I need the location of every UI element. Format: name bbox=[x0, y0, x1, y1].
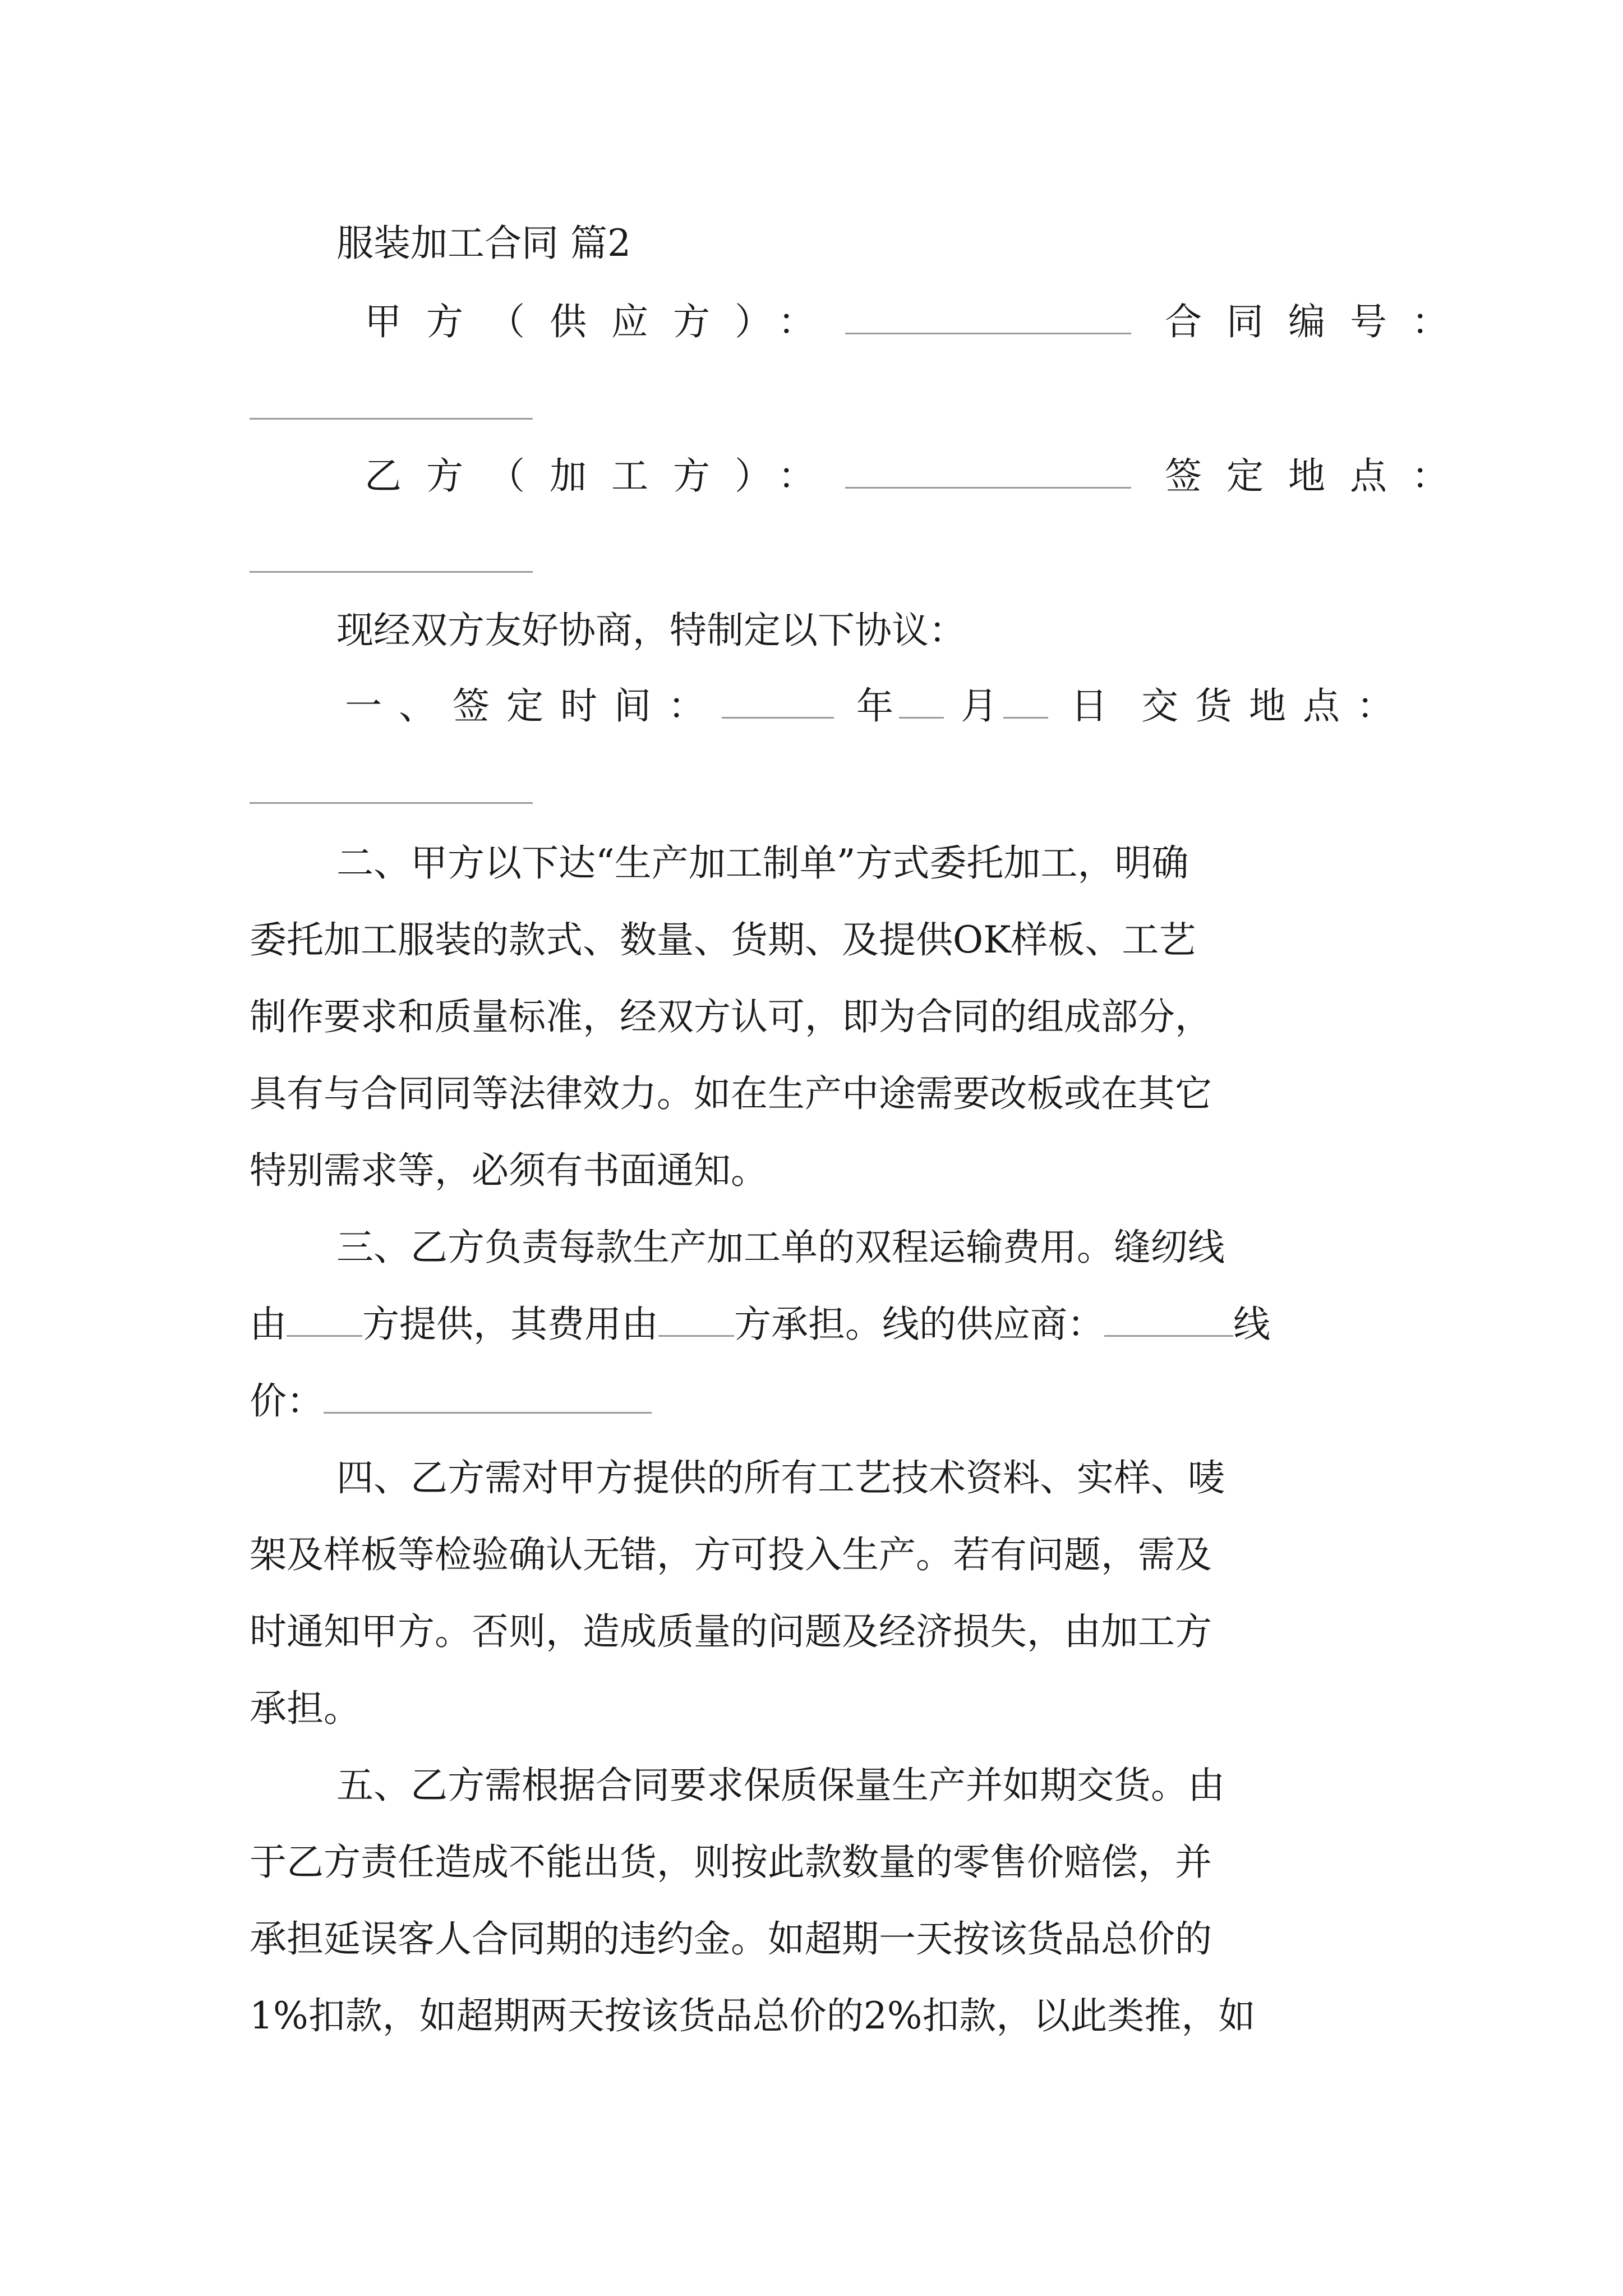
clause-2-line: 二、甲方以下达“生产加工制单”方式委托加工，明确 bbox=[336, 841, 1189, 885]
party-a-blank[interactable] bbox=[845, 300, 1131, 334]
clause-3-text: 线 bbox=[1233, 1303, 1270, 1346]
clause-3-text: 由 bbox=[250, 1303, 287, 1346]
contract-number-label: 合同编号： bbox=[1165, 300, 1473, 343]
clause-5-line: 1%扣款，如超期两天按该货品总价的2%扣款，以此类推，如 bbox=[250, 1994, 1256, 2037]
party-b-label: 乙方（加工方）： bbox=[365, 454, 840, 498]
thread-price-label: 价： bbox=[250, 1379, 324, 1423]
clause-1-line bbox=[345, 682, 1410, 731]
party-b-line bbox=[365, 452, 1473, 501]
clause-3-line bbox=[250, 1377, 652, 1426]
month-label: 月 bbox=[961, 684, 998, 728]
thread-cost-bearer-blank[interactable] bbox=[658, 1303, 734, 1337]
delivery-place-blank[interactable] bbox=[250, 802, 533, 804]
clause-5-line: 五、乙方需根据合同要求保质保量生产并如期交货。由 bbox=[336, 1764, 1225, 1807]
clause-2-line: 特别需求等，必须有书面通知。 bbox=[250, 1149, 768, 1192]
document-title: 服装加工合同 篇2 bbox=[336, 222, 631, 265]
thread-supplier-blank[interactable] bbox=[1104, 1303, 1233, 1337]
month-blank[interactable] bbox=[899, 684, 944, 719]
year-label: 年 bbox=[856, 684, 893, 728]
party-b-blank[interactable] bbox=[845, 454, 1131, 489]
thread-price-blank[interactable] bbox=[324, 1379, 652, 1414]
party-a-label: 甲方（供应方）： bbox=[365, 300, 840, 343]
contract-number-blank[interactable] bbox=[250, 418, 533, 420]
clause-2-line: 委托加工服装的款式、数量、货期、及提供OK样板、工艺 bbox=[250, 918, 1196, 961]
clause-4-line: 四、乙方需对甲方提供的所有工艺技术资料、实样、唛 bbox=[336, 1456, 1225, 1499]
clause-2-line: 具有与合同同等法律效力。如在生产中途需要改板或在其它 bbox=[250, 1072, 1212, 1115]
day-label: 日 bbox=[1071, 684, 1108, 728]
clause-3-line bbox=[250, 1300, 1270, 1349]
clause-4-line: 承担。 bbox=[250, 1687, 361, 1730]
clause-4-line: 时通知甲方。否则，造成质量的问题及经济损失，由加工方 bbox=[250, 1610, 1212, 1653]
clause-1-prefix: 一、签定时间： bbox=[345, 684, 722, 728]
clause-5-line: 承担延误客人合同期的违约金。如超期一天按该货品总价的 bbox=[250, 1917, 1212, 1961]
clause-3-text: 方承担。线的供应商： bbox=[734, 1303, 1104, 1346]
sign-place-label: 签定地点： bbox=[1165, 454, 1473, 498]
intro-paragraph: 现经双方友好协商，特制定以下协议： bbox=[336, 609, 966, 652]
party-a-line bbox=[365, 297, 1473, 347]
clause-3-text: 方提供，其费用由 bbox=[362, 1303, 658, 1346]
clause-3-line: 三、乙方负责每款生产加工单的双程运输费用。缝纫线 bbox=[336, 1226, 1225, 1269]
sign-place-blank[interactable] bbox=[250, 571, 533, 573]
delivery-place-label: 交货地点： bbox=[1141, 684, 1410, 728]
clause-4-line: 架及样板等检验确认无错，方可投入生产。若有问题，需及 bbox=[250, 1533, 1212, 1576]
clause-5-line: 于乙方责任造成不能出货，则按此款数量的零售价赔偿，并 bbox=[250, 1841, 1212, 1884]
clause-2-line: 制作要求和质量标准，经双方认可，即为合同的组成部分， bbox=[250, 995, 1212, 1038]
day-blank[interactable] bbox=[1003, 684, 1048, 719]
year-blank[interactable] bbox=[722, 684, 834, 719]
thread-provider-blank[interactable] bbox=[287, 1303, 362, 1337]
